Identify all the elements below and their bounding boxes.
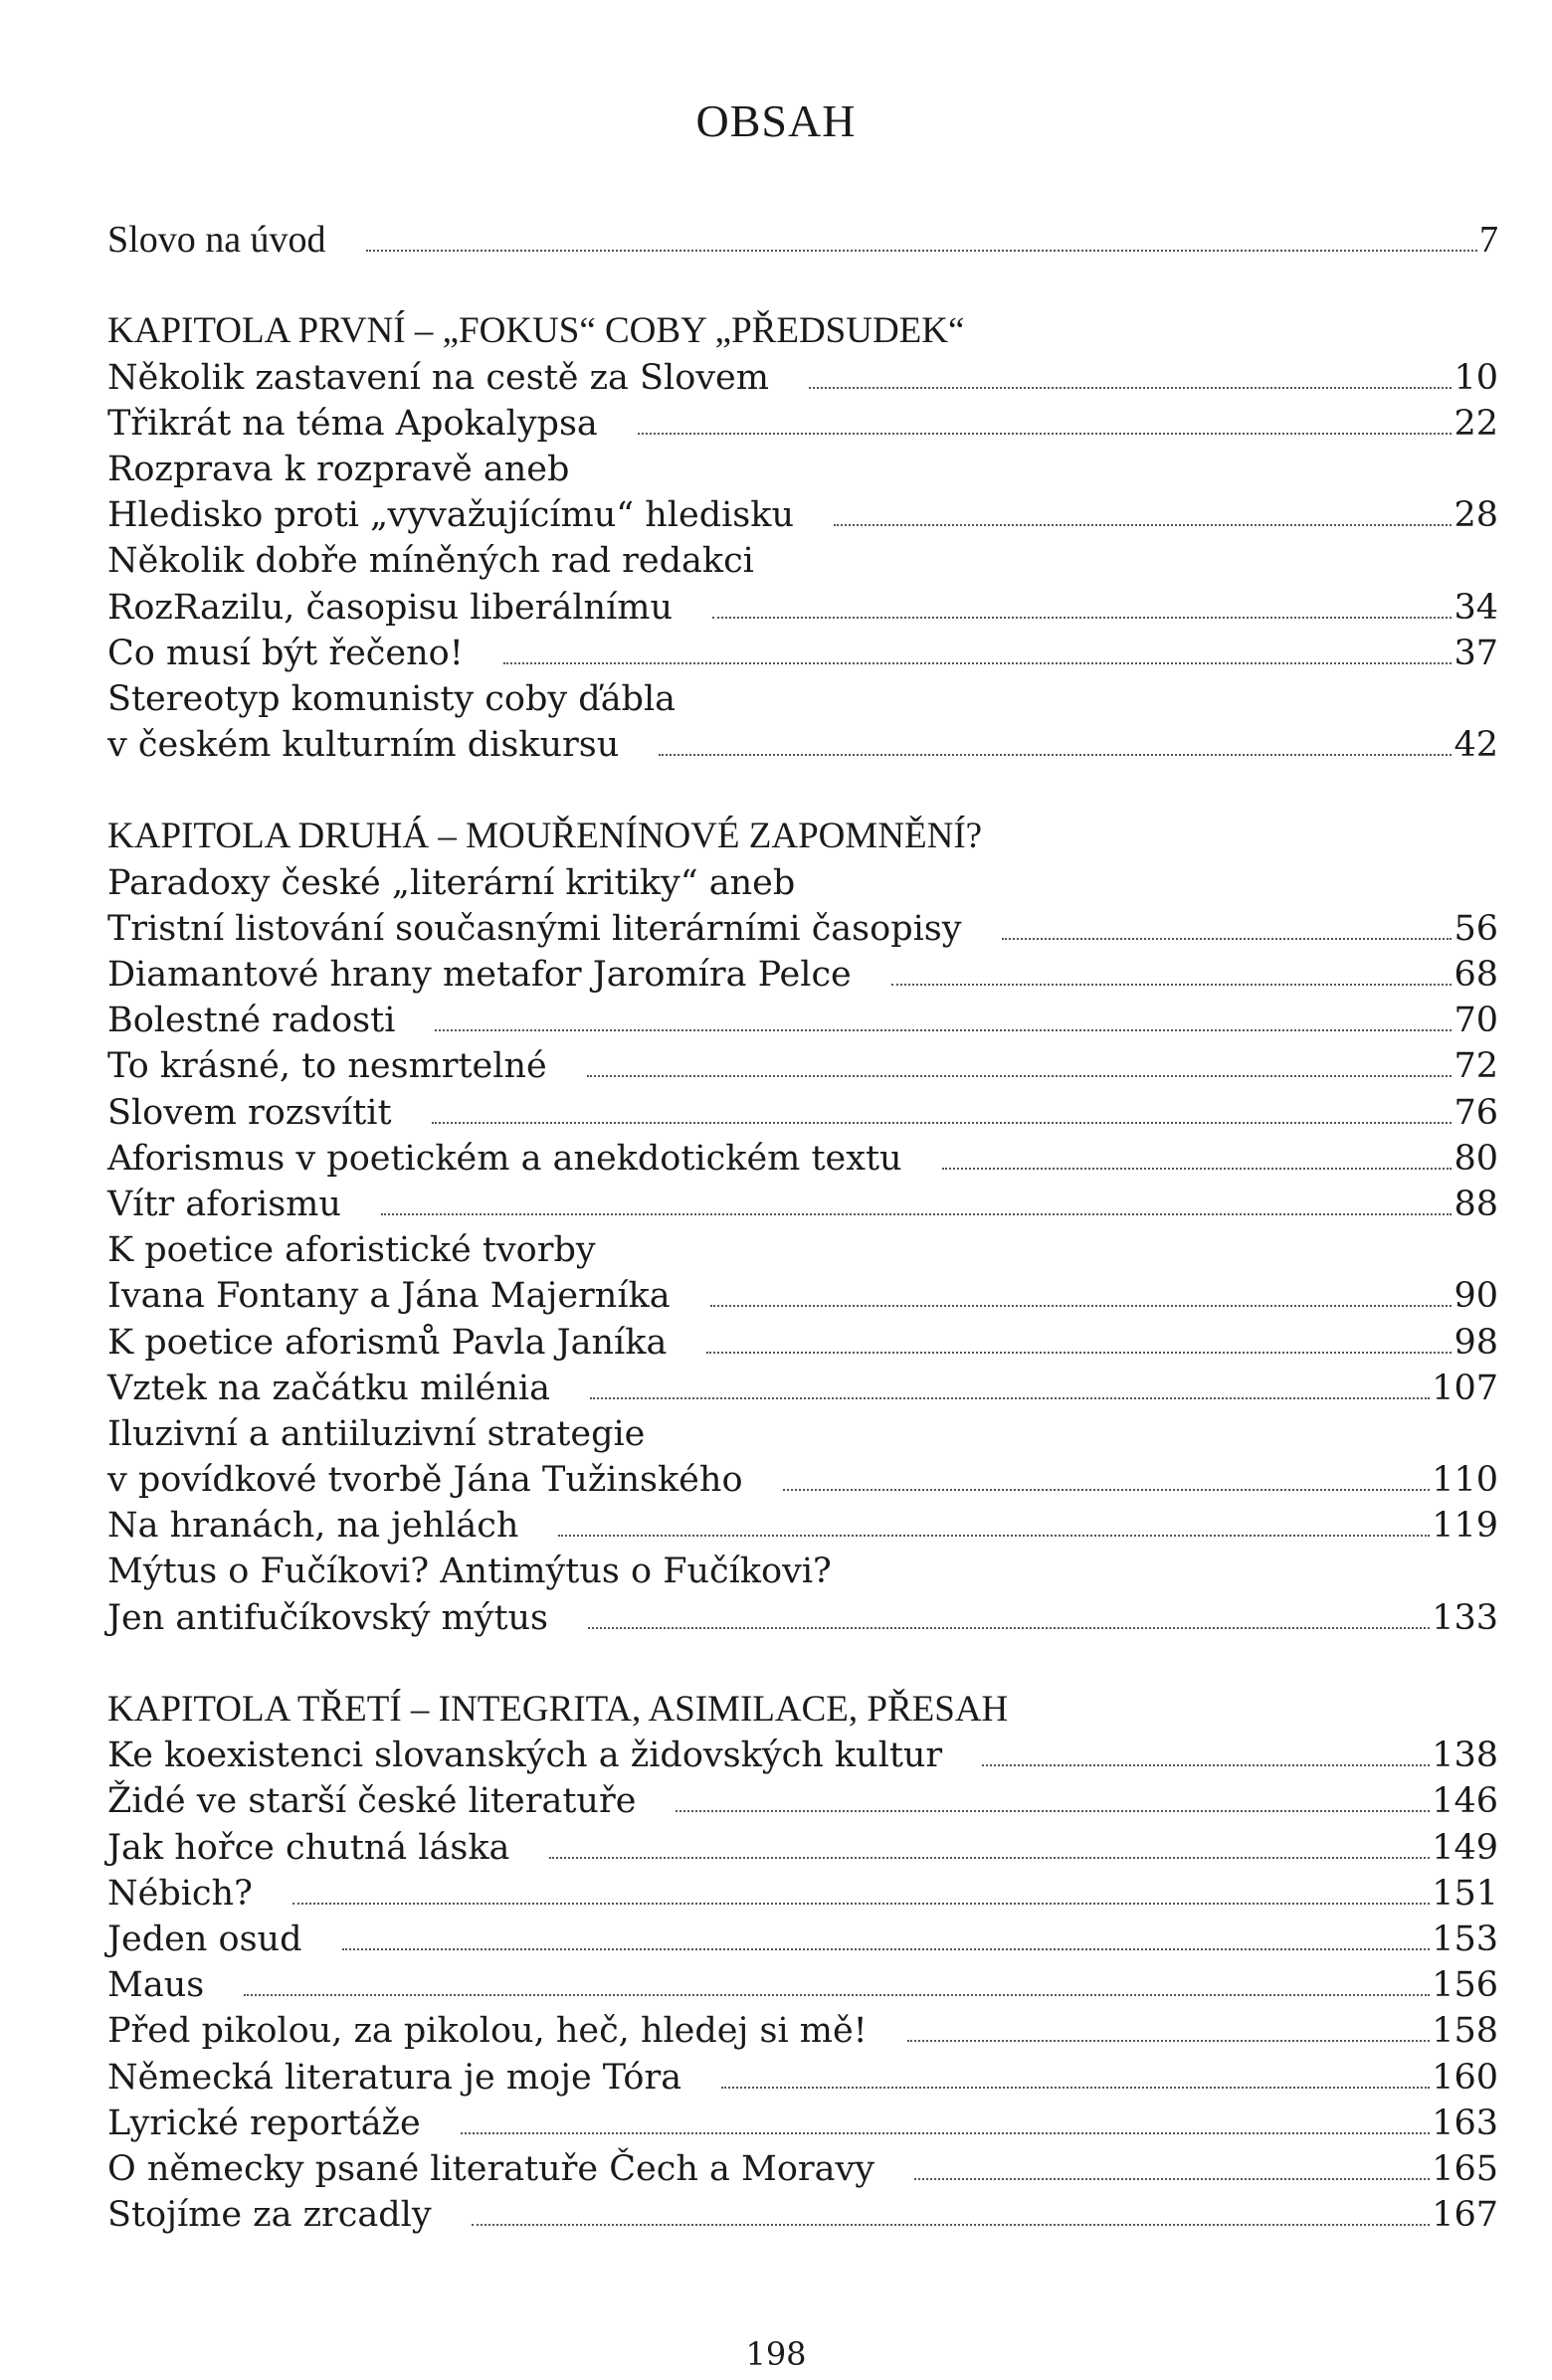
toc-entry-page: 80 <box>1454 1138 1498 1179</box>
chapters-list <box>107 308 1498 2238</box>
toc-entry-text: Před pikolou, za pikolou, heč, hledej si mě! <box>107 2011 868 2052</box>
toc-entry[interactable] <box>107 1457 1498 1503</box>
toc-entry[interactable] <box>107 1366 1498 1411</box>
toc-entry-page: 37 <box>1454 633 1498 673</box>
toc-entry-page: 107 <box>1432 1368 1498 1408</box>
toc-entry-page: 70 <box>1454 1001 1498 1041</box>
dot-leader <box>907 2040 1430 2042</box>
toc-entry-page: 156 <box>1432 1965 1498 2006</box>
dot-leader <box>712 617 1452 619</box>
toc-entry-text: O německy psané literatuře Čech a Moravy <box>107 2148 875 2189</box>
dot-leader <box>914 2178 1430 2180</box>
toc-entry-page: 149 <box>1432 1827 1498 1868</box>
toc-entry-text: Vítr aforismu <box>107 1184 341 1224</box>
toc-entry[interactable] <box>107 355 1498 401</box>
toc-entry-page: 98 <box>1454 1322 1498 1363</box>
toc-entry-page: 158 <box>1432 2011 1498 2052</box>
toc-entry-text: Slovem rozsvítit <box>107 1092 392 1133</box>
toc-entry-text: Maus <box>107 1965 205 2006</box>
toc-entry[interactable] <box>107 722 1498 768</box>
toc-entry-text: v povídkové tvorbě Jána Tužinského <box>107 1460 743 1501</box>
section-gap <box>107 768 1498 814</box>
toc-entry-text: K poetice aforistické tvorby <box>107 1230 596 1271</box>
dot-leader <box>503 662 1453 664</box>
toc-entry <box>107 447 1498 492</box>
dot-leader <box>809 387 1453 389</box>
toc-entry[interactable] <box>107 2101 1498 2146</box>
toc-entry-page: 167 <box>1432 2195 1498 2236</box>
toc-entry-page: 163 <box>1432 2103 1498 2143</box>
toc-entry-text: Rozprava k rozpravě aneb <box>107 449 570 489</box>
section-gap <box>107 1641 1498 1687</box>
toc-entry[interactable] <box>107 1273 1498 1319</box>
toc-entry-text: Vztek na začátku milénia <box>107 1368 550 1408</box>
toc-entry <box>107 1227 1498 1273</box>
dot-leader <box>244 1994 1430 1996</box>
toc-entry-page: 22 <box>1454 403 1498 444</box>
toc-entry-text: Stojíme za zrcadly <box>107 2195 432 2236</box>
toc-entry-page: 28 <box>1454 495 1498 536</box>
toc-entry-page: 133 <box>1432 1597 1498 1638</box>
dot-leader <box>659 754 1452 756</box>
toc-entry-page: 160 <box>1432 2057 1498 2098</box>
chapter-heading: KAPITOLA DRUHÁ – MOUŘENÍNOVÉ ZAPOMNĚNÍ? <box>107 816 983 857</box>
toc-entry-text: RozRazilu, časopisu liberálnímu <box>107 587 673 628</box>
toc-entry <box>107 1411 1498 1457</box>
toc-entry[interactable] <box>107 1733 1498 1778</box>
toc-entry-text: Mýtus o Fučíkovi? Antimýtus o Fučíkovi? <box>107 1552 832 1592</box>
toc-entry-page: 110 <box>1432 1460 1498 1501</box>
toc-entry-text: To krásné, to nesmrtelné <box>107 1046 547 1087</box>
dot-leader <box>638 433 1453 435</box>
toc-entry[interactable] <box>107 1503 1498 1549</box>
toc-entry[interactable] <box>107 2146 1498 2192</box>
dot-leader <box>292 1903 1430 1905</box>
toc-entry <box>107 538 1498 584</box>
toc-entry-text: Jen antifučíkovský mýtus <box>107 1597 549 1638</box>
dot-leader <box>549 1857 1430 1859</box>
toc-entry-page: 90 <box>1454 1276 1498 1317</box>
toc-entry[interactable] <box>107 952 1498 998</box>
dot-leader <box>942 1168 1453 1170</box>
toc-entry[interactable] <box>107 1043 1498 1089</box>
toc-entry-text: Tristní listování současnými literárními časopisy <box>107 908 962 949</box>
dot-leader <box>342 1948 1431 1950</box>
toc-entry[interactable] <box>107 1917 1498 1962</box>
toc-entry-page: 7 <box>1479 219 1498 261</box>
toc-entry-text: Lyrické reportáže <box>107 2103 421 2143</box>
toc-entry-text: Několik zastavení na cestě za Slovem <box>107 357 769 398</box>
toc-entry-text: Diamantové hrany metafor Jaromíra Pelce <box>107 955 852 995</box>
toc-entry-page: 56 <box>1454 908 1498 949</box>
toc-entry-text: Slovo na úvod <box>107 219 326 261</box>
toc-entry-page: 146 <box>1432 1781 1498 1822</box>
toc-entry-page: 68 <box>1454 955 1498 995</box>
toc-entry[interactable] <box>107 1320 1498 1366</box>
dot-leader <box>982 1764 1430 1766</box>
dot-leader <box>558 1535 1430 1537</box>
toc-entry-page: 151 <box>1432 1873 1498 1914</box>
toc-entry-text: Co musí být řečeno! <box>107 633 464 673</box>
toc-entry-text: Nébich? <box>107 1873 253 1914</box>
toc-entry-text: Aforismus v poetickém a anekdotickém textu <box>107 1138 902 1179</box>
dot-leader <box>366 250 1477 252</box>
toc-entry <box>107 1549 1498 1594</box>
dot-leader <box>834 524 1452 526</box>
toc-entry-text: Jak hořce chutná láska <box>107 1827 510 1868</box>
toc-entry-text: Německá literatura je moje Tóra <box>107 2057 682 2098</box>
toc-entry[interactable] <box>107 906 1498 952</box>
toc-entry[interactable] <box>107 1962 1498 2008</box>
toc-entry[interactable] <box>107 1182 1498 1227</box>
toc-entry[interactable] <box>107 401 1498 447</box>
dot-leader <box>590 1397 1430 1399</box>
toc-entry[interactable] <box>107 998 1498 1043</box>
toc-entry[interactable] <box>107 2192 1498 2238</box>
chapter-heading: KAPITOLA TŘETÍ – INTEGRITA, ASIMILACE, PŘESAH <box>107 1689 1009 1730</box>
dot-leader <box>721 2087 1430 2089</box>
toc-entry-text: Třikrát na téma Apokalypsa <box>107 403 598 444</box>
toc-entry[interactable] <box>107 585 1498 631</box>
toc-entry[interactable] <box>107 1778 1498 1824</box>
toc-entry-text: Ivana Fontany a Jána Majerníka <box>107 1276 671 1317</box>
dot-leader <box>588 1627 1430 1629</box>
toc-entry-text: Bolestné radosti <box>107 1001 396 1041</box>
toc-entry[interactable] <box>107 1136 1498 1182</box>
toc-entry-text: Hledisko proti „vyvažujícímu“ hledisku <box>107 495 795 536</box>
dot-leader <box>710 1305 1453 1307</box>
page-number: 198 <box>745 2335 807 2373</box>
toc-entry-text: Ke koexistenci slovanských a židovských kultur <box>107 1736 943 1776</box>
toc-entry-text: Paradoxy české „literární kritiky“ aneb <box>107 862 796 903</box>
dot-leader <box>891 984 1453 986</box>
toc-entry-text: Na hranách, na jehlách <box>107 1506 519 1547</box>
page-title: OBSAH <box>695 95 857 146</box>
chapter-heading: KAPITOLA PRVNÍ – „FOKUS“ COBY „PŘEDSUDEK“ <box>107 310 965 352</box>
toc-entry[interactable] <box>107 1090 1498 1136</box>
dot-leader <box>432 1122 1453 1124</box>
toc-entry-page: 153 <box>1432 1919 1498 1959</box>
toc-entry <box>107 676 1498 722</box>
toc-entry-page: 76 <box>1454 1092 1498 1133</box>
toc-entry-page: 88 <box>1454 1184 1498 1224</box>
table-of-contents <box>107 217 1498 2238</box>
dot-leader <box>676 1810 1430 1812</box>
dot-leader <box>381 1213 1453 1215</box>
toc-entry-text: Židé ve starší české literatuře <box>107 1781 637 1822</box>
dot-leader <box>472 2224 1431 2226</box>
dot-leader <box>706 1352 1452 1354</box>
toc-entry-page: 72 <box>1454 1046 1498 1087</box>
toc-entry-page: 119 <box>1432 1506 1498 1547</box>
toc-entry-page: 165 <box>1432 2148 1498 2189</box>
toc-entry-intro[interactable] <box>107 217 1498 263</box>
toc-entry-page: 138 <box>1432 1736 1498 1776</box>
toc-entry[interactable] <box>107 492 1498 538</box>
dot-leader <box>461 2132 1430 2134</box>
toc-entry[interactable] <box>107 2008 1498 2054</box>
toc-entry-text: K poetice aforismů Pavla Janíka <box>107 1322 668 1363</box>
toc-entry[interactable] <box>107 1871 1498 1917</box>
toc-entry[interactable] <box>107 631 1498 676</box>
dot-leader <box>587 1075 1453 1077</box>
toc-entry-text: v českém kulturním diskursu <box>107 725 620 766</box>
toc-entry[interactable] <box>107 1825 1498 1871</box>
toc-entry-text: Jeden osud <box>107 1919 302 1959</box>
dot-leader <box>435 1029 1452 1031</box>
toc-entry-page: 42 <box>1454 725 1498 766</box>
section-gap <box>107 263 1498 308</box>
toc-entry[interactable] <box>107 1595 1498 1641</box>
toc-entry-text: Několik dobře míněných rad redakci <box>107 541 754 582</box>
toc-entry-text: Iluzivní a antiiluzivní strategie <box>107 1413 646 1454</box>
toc-entry[interactable] <box>107 2055 1498 2101</box>
toc-entry-page: 34 <box>1454 587 1498 628</box>
dot-leader <box>1002 938 1453 940</box>
dot-leader <box>783 1489 1431 1491</box>
toc-entry <box>107 860 1498 906</box>
toc-entry-page: 10 <box>1454 357 1498 398</box>
toc-entry-text: Stereotyp komunisty coby ďábla <box>107 678 677 719</box>
